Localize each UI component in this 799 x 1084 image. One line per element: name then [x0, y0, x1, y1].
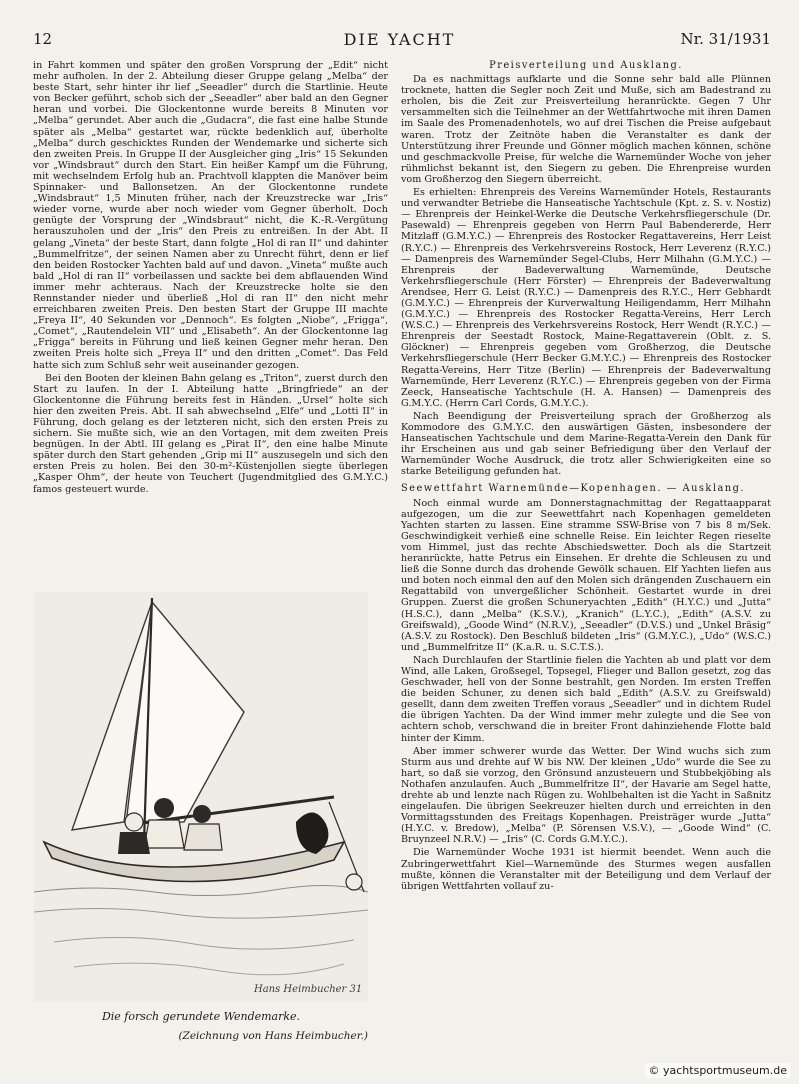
issue-number: Nr. 31/1931: [680, 30, 771, 48]
paragraph: Noch einmal wurde am Donnerstagnachmittag der Regattaapparat aufgezogen, um die zur Seewettfahrt nach Kopenhagen gemeldeten Yachten starten zu lassen. Eine stramme SSW-Brise von 7 bis 8 m/Sek. Geschwindigkeit verhieß eine schnelle Reise. Ein leichter Regen rieselte vom Himmel, just das rechte Abschiedswetter. Doch als die Startzeit heranrückte, hatte Petrus ein Einsehen. Er drehte die Schleusen zu und ließ die Sonne durch das drohende Gewölk schauen. Elf Yachten liefen aus und boten noch einmal den auf den Molen sich drängenden Zuschauern ein Regattabild von unvergeßlicher Schönheit. Gestartet wurde in drei Gruppen. Zuerst die großen Schuneryachten „Edith“ (H.Y.C.) und „Jutta“ (H.S.C.), dann „Melba“ (K.S.V.), „Kranich“ (L.Y.C.), „Edith“ (A.S.V. zu Greifswald), „Goode Wind“ (N.R.V.), „Seeadler“ (D.V.S.) und „Unkel Bräsig“ (A.S.V. zu Rostock). Den Beschluß bildeten „Iris“ (G.M.Y.C.), „Udo“ (W.S.C.) und „Bummelfritze II“ (K.a.R. u. S.C.T.S.).: [401, 497, 771, 653]
watermark: © yachtsportmuseum.de: [645, 1063, 791, 1078]
paragraph: Nach Durchlaufen der Startlinie fielen die Yachten ab und platt vor dem Wind, alle Laken, Großsegel, Topsegel, Flieger und Ballon gesetzt, zog das Geschwader, hell von der Sonne bestrahlt, gen Norden. Im ersten Treffen die beiden Schuner, zu denen sich bald „Edith“ (A.S.V. zu Greifswald) gesellt, dann dem zweiten Treffen voraus „Seeadler“ und in dichtem Rudel die übrigen Yachten. Da der Wind immer mehr zulegte und die See von achtern schob, verschwand die in breiter Front dahinziehende Flotte bald hinter der Kimm.: [401, 654, 771, 744]
section-heading-preisverteilung: Preisverteilung und Ausklang.: [489, 60, 683, 71]
paragraph: in Fahrt kommen und später den großen Vorsprung der „Edit“ nicht mehr aufholen. In der 2. Abteilung dieser Gruppe gelang „Melba“ der beste Start, sehr hinter ihr lief „Seeadler“ durch die Startlinie. Heute von Becker geführt, schob sich der „Seeadler“ aber bald an den Gegner heran und vorbei. Die Glockentonne wurde bereits 8 Minuten vor „Melba“ gerundet. Aber auch die „Gudacra“, die fast eine halbe Stunde später als „Melba“ gestartet war, rückte bedenklich auf, überholte „Melba“ durch geschicktes Runden der Wendemarke und sicherte sich den zweiten Preis. In Gruppe II der Ausgleicher ging „Iris“ 15 Sekunden vor „Windsbraut“ durch den Start. Ein heißer Kampf um die Führung, mit wechselndem Erfolg hub an. Prachtvoll klappten die Manöver beim Spinnaker- und Ballonsetzen. An der Glockentonne rundete „Windsbraut“ 1,5 Minuten früher, nach der Kreuzstrecke war „Iris“ wieder vorne, wurde aber noch wieder vom Gegner überholt. Doch genügte der Vorsprung der „Windsbraut“ nicht, die K.-R.-Vergütung herauszuholen und der „Iris“ den Preis zu entreißen. In der Abt. II gelang „Vineta“ der beste Start, dann folgte „Hol di ran II“ und dahinter „Bummelfritze“, der seinen Namen aber zu Unrecht führt, denn er lief den beiden Rostocker Yachten bald auf und davon. „Vineta“ mußte auch bald „Hol di ran II“ vorbeilassen und sackte bei dem abflauenden Wind immer mehr achteraus. Nach der Kreuzstrecke holte sie den Rennstander nieder und überließ „Hol di ran II“ den nicht mehr erreichbaren zweiten Preis. Den besten Start der Gruppe III machte „Freya II“, 40 Sekunden vor „Dennoch“. Es folgten „Niobe“, „Frigga“, „Comet“, „Rautendelein VII“ und „Elisabeth“. An der Glockentonne lag „Frigga“ bereits in Führung und ließ keinen Gegner mehr heran. Den zweiten Preis holte sich „Freya II“ und den dritten „Comet“. Das Feld hatte sich zum Schluß sehr weit auseinander gezogen.: [33, 60, 388, 371]
illustration-credit: (Zeichnung von Hans Heimbucher.): [178, 1030, 368, 1042]
paragraph: Die Warnemünder Woche 1931 ist hiermit beendet. Wenn auch die Zubringerwettfahrt Kiel—Warnemünde des Sturmes wegen ausfallen mußte, können die Veranstalter mit der Beteiligung und dem Verlauf der übrigen Wettfahrten vollauf zu-: [401, 847, 771, 892]
sailing-drawing: [34, 592, 368, 1002]
signature: Hans Heimbucher 31: [254, 984, 363, 995]
paragraph: Es erhielten: Ehrenpreis des Vereins Warnemünder Hotels, Restaurants und verwandter Betriebe die Hanseatische Yachtschule (Kpt. z. S. v. Nostiz) — Ehrenpreis der Heinkel-Werke die Deutsche Verkehrsfliegerschule (Dr. Pasewald) — Ehrenpreis gegeben von Herrn Paul Babendererde, Herr Mitzlaff (G.M.Y.C.) — Ehrenpreis des Rostocker Regattavereins, Herr Leist (R.Y.C.) — Ehrenpreis des Verkehrsvereins Rostock, Herr Leverenz (R.Y.C.) — Damenpreis des Warnemünder Segel-Clubs, Herr Milhahn (G.M.Y.C.) — Ehrenpreis der Badeverwaltung Warnemünde, Deutsche Verkehrsfliegerschule (Herr Förster) — Ehrenpreis der Badeverwaltung Arendsee, Herr G. Leist (R.Y.C.) — Damenpreis des R.Y.C., Herr Gebhardt (G.M.Y.C.) — Ehrenpreis der Kurverwaltung Heiligendamm, Herr Milhahn (G.M.Y.C.) — Ehrenpreis des Rostocker Regatta-Vereins, Herr Lerch (W.S.C.) — Ehrenpreis des Verkehrsvereins Rostock, Herr Wendt (R.Y.C.) — Ehrenpreis der Seestadt Rostock, Maine-Regattaverein (Oblt. z. S. Glöckner) — Ehrenpreis gegeben vom Großherzog, die Deutsche Verkehrsfliegerschule (Herr Becker G.M.Y.C.) — Ehrenpreis des Rostocker Regatta-Vereins, Herr Titze (Berlin) — Ehrenpreis der Badeverwaltung Warnemünde, Herr Leverenz (R.Y.C.) — Ehrenpreis gegeben von der Firma Zeeck, Hanseatische Yachtschule (H. A. Hansen) — Damenpreis des G.M.Y.C. (Herrn Carl Cords, G.M.Y.C.).: [401, 187, 771, 409]
journal-title: DIE YACHT: [343, 30, 456, 49]
section-heading-seewettfahrt: Seewettfahrt Warnemünde—Kopenhagen. — Ausklang.: [401, 483, 746, 495]
paragraph: Bei den Booten der kleinen Bahn gelang es „Triton“, zuerst durch den Start zu laufen. In der I. Abteilung hatte „Bringfriede“ an der Glockentonne die Führung bereits fest in Händen. „Ursel“ holte sich hier den zweiten Preis. Abt. II sah abwechselnd „Elfe“ und „Lotti II“ in Führung, doch gelang es der letzteren nicht, sich den ersten Preis zu sichern. Sie mußte sich, wie an den Vortagen, mit dem zweiten Preis begnügen. In der Abtl. III gelang es „Pirat II“, den eine halbe Minute später durch den Start gehenden „Grip mi II“ auszusegeln und sich den ersten Preis zu holen. Bei den 30-m²-Küstenjollen siegte überlegen „Kasper Ohm“, der heute von Teuchert (Jugendmitglied des G.M.Y.C.) famos gesteuert wurde.: [33, 372, 388, 495]
illustration-caption: Die forsch gerundete Wendemarke.: [101, 1010, 301, 1023]
paragraph: Da es nachmittags aufklarte und die Sonne sehr bald alle Plünnen trocknete, hatten die Segler noch Zeit und Muße, sich am Badestrand zu erholen, bis die Zeit zur Preisverteilung heranrückte. Gegen 7 Uhr versammelten sich die Teilnehmer an der Wettfahrtwoche mit ihren Damen im Saale des Promenadenhotels, wo auf drei Tischen die Preise aufgebaut waren. Trotz der Zeitnöte haben die Veranstalter es dank der Unterstützung ihrer Freunde und Gönner möglich machen können, schöne und geschmackvolle Preise, für welche die Warnemünder Woche von jeher rühmlichst bekannt ist, den Siegern zu geben. Die Ehrenpreise wurden vom Großherzog den Siegern überreicht.: [401, 74, 771, 185]
left-column: [33, 60, 388, 497]
paragraph: Aber immer schwerer wurde das Wetter. Der Wind wuchs sich zum Sturm aus und drehte auf W bis NW. Der kleinen „Udo“ wurde die See zu hart, so daß sie vorzog, den Grönsund anzusteuern und Stubbekjöbing als Nothafen anzulaufen. Auch „Bummelfritze II“, der Havarie am Segel hatte, drehte ab und lenzte nach Rügen zu. Wohlbehalten ist die Yacht in Saßnitz eingelaufen. Die übrigen Seekreuzer hielten durch und erreichten in den Vormittagsstunden des Freitags Kopenhagen. Preisträger wurde „Jutta“ (H.Y.C. v. Bredow), „Melba“ (P. Sörensen V.S.V.), — „Goode Wind“ (C. Bruynzeel N.R.V.) — „Iris“ (C. Cords G.M.Y.C.).: [401, 745, 771, 846]
right-column: [401, 60, 771, 894]
illustration: [34, 592, 368, 995]
paragraph: Nach Beendigung der Preisverteilung sprach der Großherzog als Kommodore des G.M.Y.C. den auswärtigen Gästen, insbesondere der Hanseatischen Yachtschule und dem Marine-Regatta-Verein den Dank für ihr Erscheinen aus und gab seiner Befriedigung über den Verlauf der Warnemünder Woche Ausdruck, die trotz aller Schwierigkeiten eine so starke Beteiligung gefunden hat.: [401, 410, 771, 478]
page-header: [0, 30, 799, 56]
page-number: 12: [33, 30, 53, 48]
